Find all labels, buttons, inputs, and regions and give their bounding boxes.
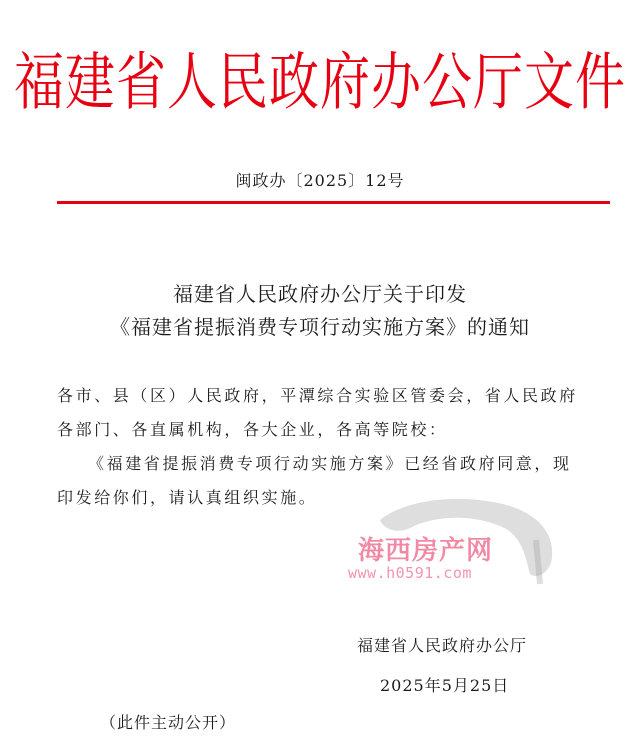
content-line1: 《福建省提振消费专项行动实施方案》已经省政府同意，现 (88, 454, 572, 473)
recipients-line1: 各市、县（区）人民政府，平潭综合实验区管委会，省人民政府 (57, 386, 578, 405)
recipients-line2: 各部门、各直属机构，各大企业，各高等院校： (57, 420, 448, 439)
public-disclosure-note: （此件主动公开） (100, 713, 237, 732)
notice-title-line1: 福建省人民政府办公厅关于印发 (173, 282, 467, 306)
document-number: 闽政办〔2025〕12号 (235, 171, 405, 190)
watermark-name: 海西房产网 (358, 536, 494, 566)
signature-issuer: 福建省人民政府办公厅 (357, 636, 528, 655)
document-header-title: 福建省人民政府办公厅文件 (14, 45, 626, 119)
watermark-url: www.h0591.com (348, 564, 472, 582)
notice-title-line2: 《福建省提振消费专项行动实施方案》的通知 (110, 315, 530, 339)
content-line2: 印发给你们，请认真组织实施。 (57, 488, 318, 507)
red-divider-line (57, 201, 610, 204)
signature-date: 2025年5月25日 (380, 676, 510, 695)
